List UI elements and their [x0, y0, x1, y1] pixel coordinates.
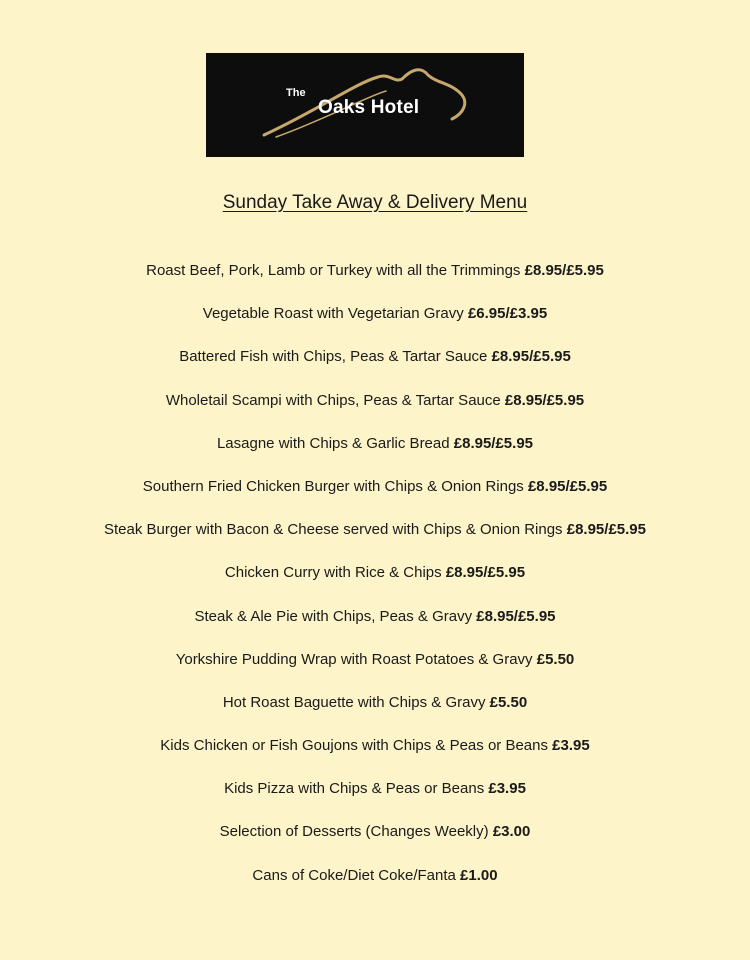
- menu-item: [0, 303, 750, 346]
- menu-item-price: £5.50: [536, 650, 575, 668]
- menu-item: [0, 519, 750, 562]
- menu-item: [0, 735, 750, 778]
- menu-item-price: £3.95: [552, 737, 590, 755]
- menu-item: [0, 433, 750, 476]
- logo-name-text: Oaks Hotel: [318, 97, 420, 118]
- menu-item: [0, 390, 750, 433]
- menu-item-name: Cans of Coke/Diet Coke/Fanta: [252, 866, 456, 884]
- logo-the-text: The: [286, 87, 306, 99]
- menu-item-price: £3.00: [492, 823, 531, 841]
- menu-item-price: £8.95/£5.95: [527, 477, 608, 495]
- menu-item-name: Selection of Desserts (Changes Weekly): [219, 823, 489, 841]
- menu-item: [0, 778, 750, 821]
- menu-item-price: £8.95/£5.95: [524, 262, 604, 279]
- menu-item-name: Steak Burger with Bacon & Cheese served with Chips & Onion Rings: [104, 521, 563, 539]
- menu-item: [0, 821, 750, 864]
- menu-item-name: Roast Beef, Pork, Lamb or Turkey with all the Trimmings: [146, 262, 521, 279]
- menu-item: [0, 692, 750, 735]
- menu-item-price: £8.95/£5.95: [476, 607, 556, 625]
- menu-item-name: Chicken Curry with Rice & Chips: [224, 564, 442, 582]
- menu-item-price: £8.95/£5.95: [504, 391, 585, 409]
- menu-item: [0, 649, 750, 692]
- menu-item-name: Kids Pizza with Chips & Peas or Beans: [224, 780, 485, 798]
- menu-item-price: £5.50: [489, 693, 528, 711]
- menu-item: [0, 865, 750, 908]
- menu-item-name: Hot Roast Baguette with Chips & Gravy: [222, 693, 486, 711]
- menu-item: [0, 476, 750, 519]
- menu-item-name: Vegetable Roast with Vegetarian Gravy: [202, 305, 464, 323]
- menu-item: [0, 606, 750, 649]
- menu-item-name: Wholetail Scampi with Chips, Peas & Tartar Sauce: [165, 391, 501, 409]
- hotel-logo: [206, 53, 524, 157]
- menu-item-name: Steak & Ale Pie with Chips, Peas & Gravy: [194, 607, 473, 625]
- menu-item-price: £8.95/£5.95: [566, 521, 646, 539]
- menu-item-price: £6.95/£3.95: [467, 305, 548, 323]
- menu-item-name: Lasagne with Chips & Garlic Bread: [216, 434, 450, 452]
- menu-item: [0, 260, 750, 303]
- menu-item-price: £8.95/£5.95: [453, 434, 534, 452]
- menu-item: [0, 346, 750, 389]
- menu-title: Sunday Take Away & Delivery Menu: [222, 192, 528, 213]
- menu-item-price: £1.00: [460, 866, 498, 884]
- menu-item-name: Southern Fried Chicken Burger with Chips & Onion Rings: [142, 477, 524, 495]
- menu-list: [0, 260, 750, 908]
- menu-item: [0, 562, 750, 605]
- menu-item-name: Battered Fish with Chips, Peas & Tartar Sauce: [179, 348, 488, 366]
- menu-item-price: £8.95/£5.95: [445, 564, 526, 582]
- menu-item-name: Kids Chicken or Fish Goujons with Chips & Peas or Beans: [160, 737, 548, 755]
- menu-item-price: £3.95: [488, 780, 526, 798]
- menu-item-name: Yorkshire Pudding Wrap with Roast Potatoes & Gravy: [175, 650, 533, 668]
- menu-item-price: £8.95/£5.95: [491, 348, 571, 366]
